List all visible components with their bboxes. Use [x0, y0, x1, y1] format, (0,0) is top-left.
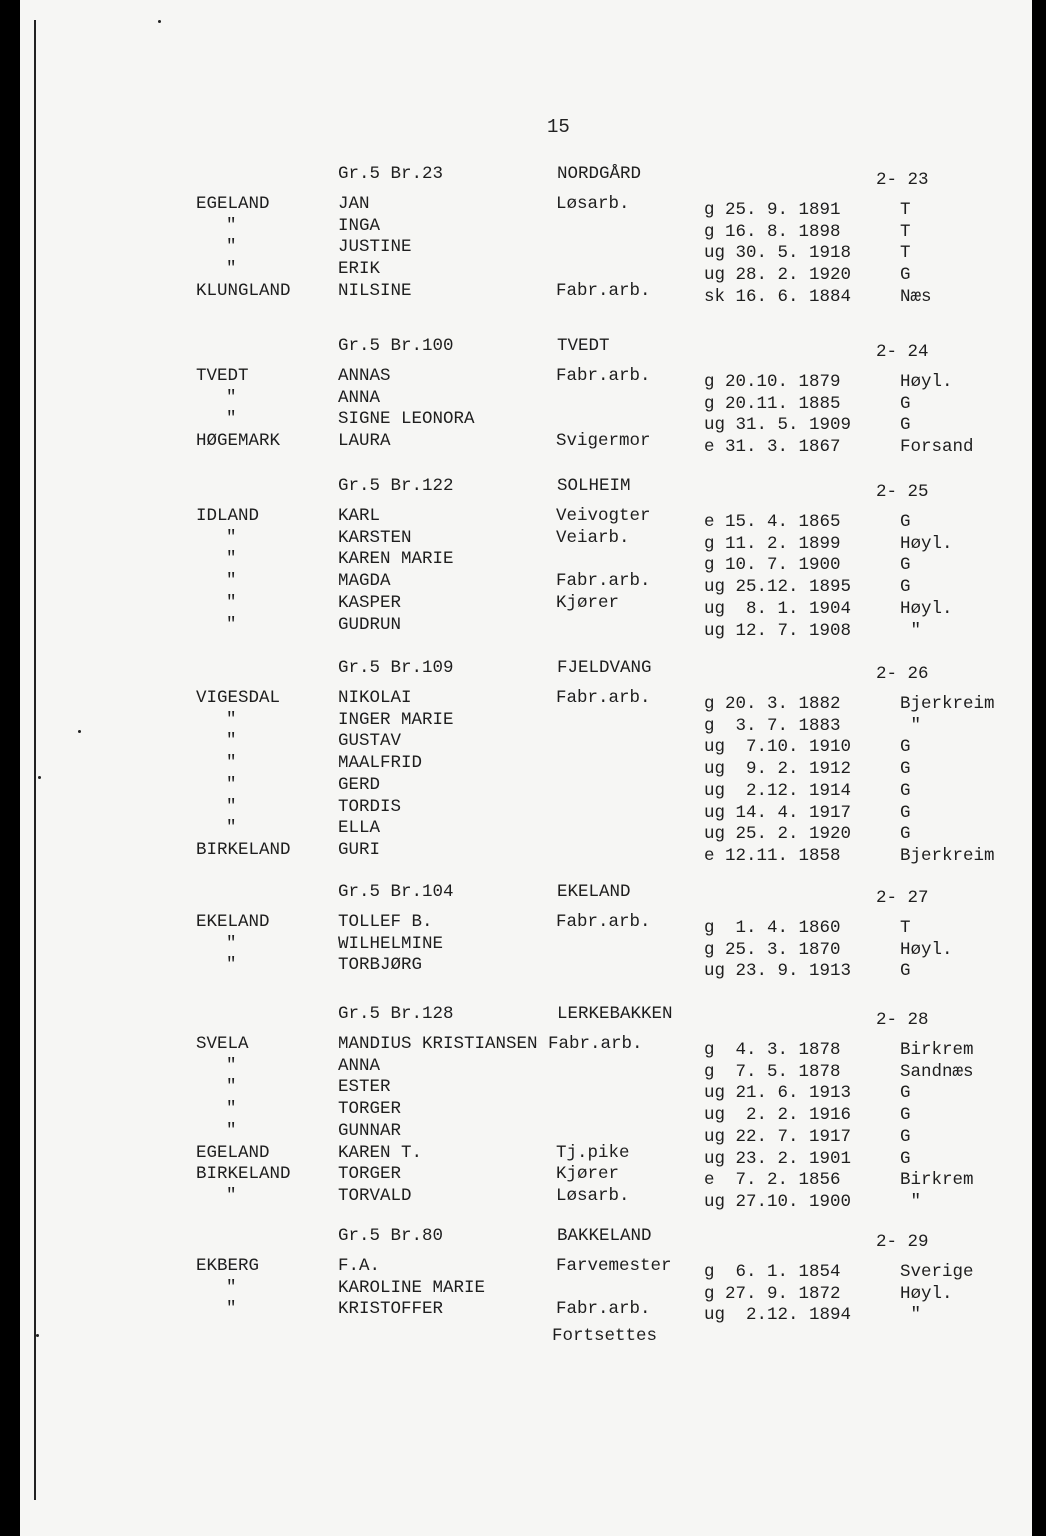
status-birthdate: ug 22. 7. 1917 — [704, 1126, 852, 1147]
household-code: 2- 25 — [876, 482, 929, 502]
status-birthdate: g 27. 9. 1872 — [704, 1283, 841, 1304]
household-header — [0, 882, 1046, 908]
status-birthdate: e 7. 2. 1856 — [704, 1170, 841, 1191]
person-row — [0, 409, 1046, 436]
surname: " — [226, 259, 237, 280]
birthplace: " — [900, 1191, 922, 1212]
household-header — [0, 476, 1046, 502]
first-name: NIKOLAI — [338, 688, 412, 708]
person-row — [0, 1185, 1046, 1212]
status-birthdate: ug 9. 2. 1912 — [704, 759, 852, 780]
occupation: Fabr.arb. — [556, 912, 651, 932]
first-name: JUSTINE — [338, 237, 412, 258]
household-header — [0, 658, 1046, 684]
surname: " — [226, 1299, 237, 1320]
first-name: ERIK — [338, 259, 381, 280]
first-name: GUNNAR — [338, 1120, 402, 1141]
status-birthdate: g 6. 1. 1854 — [704, 1262, 841, 1282]
surname: " — [226, 1185, 237, 1206]
birthplace: " — [900, 1305, 922, 1326]
first-name: KAREN T. — [338, 1142, 423, 1163]
birthplace: " — [900, 715, 922, 736]
surname: " — [226, 387, 237, 408]
surname: " — [226, 796, 237, 817]
first-name: SIGNE LEONORA — [338, 409, 475, 430]
first-name: F.A. — [338, 1256, 381, 1276]
birthplace: " — [900, 620, 922, 641]
status-birthdate: ug 2. 2. 1916 — [704, 1105, 852, 1126]
person-row — [0, 431, 1046, 458]
surname: EGELAND — [196, 1142, 270, 1163]
status-birthdate: ug 31. 5. 1909 — [704, 415, 852, 436]
person-row — [0, 709, 1046, 736]
birthplace: T — [900, 918, 911, 938]
birthplace: G — [900, 1126, 911, 1147]
first-name: NILSINE — [338, 280, 412, 301]
occupation: Svigermor — [556, 431, 651, 452]
status-birthdate: sk 16. 6. 1884 — [704, 286, 852, 307]
birthplace: G — [900, 393, 911, 414]
birthplace: Sandnæs — [900, 1061, 974, 1082]
status-birthdate: g 20. 3. 1882 — [704, 694, 841, 714]
birthplace: G — [900, 802, 911, 823]
person-row — [0, 796, 1046, 823]
surname: " — [226, 731, 237, 752]
status-birthdate: ug 21. 6. 1913 — [704, 1083, 852, 1104]
person-row — [0, 731, 1046, 758]
surname: " — [226, 409, 237, 430]
first-name: TORDIS — [338, 796, 402, 817]
status-birthdate: g 25. 3. 1870 — [704, 939, 841, 960]
first-name: GUSTAV — [338, 731, 402, 752]
surname: SVELA — [196, 1034, 249, 1054]
occupation: Fabr.arb. — [556, 688, 651, 708]
group-number: Gr.5 Br.122 — [338, 476, 454, 496]
surname: " — [226, 237, 237, 258]
first-name: TORGER — [338, 1164, 402, 1185]
birthplace: G — [900, 415, 911, 436]
status-birthdate: ug 27.10. 1900 — [704, 1191, 852, 1212]
person-row — [0, 506, 1046, 532]
birthplace: Sverige — [900, 1262, 974, 1282]
birthplace: Bjerkreim — [900, 845, 995, 866]
farm-name: FJELDVANG — [557, 658, 652, 678]
person-row — [0, 1256, 1046, 1282]
surname: " — [226, 592, 237, 613]
first-name: LAURA — [338, 431, 391, 452]
birthplace: G — [900, 512, 911, 532]
first-name: KARL — [338, 506, 381, 526]
household-code: 2- 29 — [876, 1232, 929, 1252]
status-birthdate: g 4. 3. 1878 — [704, 1040, 841, 1060]
first-name: MAGDA — [338, 571, 391, 592]
birthplace: G — [900, 577, 911, 598]
first-name: INGA — [338, 215, 381, 236]
person-row — [0, 1034, 1046, 1060]
status-birthdate: e 15. 4. 1865 — [704, 512, 841, 532]
first-name: ANNAS — [338, 366, 391, 386]
birthplace: Høyl. — [900, 372, 953, 392]
person-row — [0, 366, 1046, 392]
surname: EKELAND — [196, 912, 270, 932]
surname: HØGEMARK — [196, 431, 281, 452]
person-row — [0, 774, 1046, 801]
occupation: Fabr.arb. — [556, 571, 651, 592]
birthplace: Høyl. — [900, 1283, 953, 1304]
group-number: Gr.5 Br.100 — [338, 336, 454, 356]
status-birthdate: g 25. 9. 1891 — [704, 200, 841, 220]
surname: " — [226, 709, 237, 730]
birthplace: Forsand — [900, 437, 974, 458]
status-birthdate: ug 8. 1. 1904 — [704, 598, 852, 619]
surname: " — [226, 1055, 237, 1076]
birthplace: Næs — [900, 286, 932, 307]
status-birthdate: e 31. 3. 1867 — [704, 437, 841, 458]
first-name: ANNA — [338, 387, 381, 408]
person-row — [0, 839, 1046, 866]
occupation: Fabr.arb. — [556, 280, 651, 301]
birthplace: Høyl. — [900, 533, 953, 554]
farm-name: EKELAND — [557, 882, 631, 902]
birthplace: G — [900, 1083, 911, 1104]
surname: " — [226, 614, 237, 635]
surname: KLUNGLAND — [196, 280, 291, 301]
person-row — [0, 592, 1046, 619]
status-birthdate: ug 25.12. 1895 — [704, 577, 852, 598]
first-name: KAREN MARIE — [338, 549, 454, 570]
household-code: 2- 24 — [876, 342, 929, 362]
farm-name: NORDGÅRD — [557, 164, 642, 184]
status-birthdate: g 10. 7. 1900 — [704, 555, 841, 576]
first-name: INGER MARIE — [338, 709, 454, 730]
first-name: GURI — [338, 839, 381, 860]
occupation: Veivogter — [556, 506, 651, 526]
first-name: KRISTOFFER — [338, 1299, 444, 1320]
birthplace: G — [900, 265, 911, 286]
speck — [158, 20, 161, 23]
person-row — [0, 1055, 1046, 1082]
person-row — [0, 614, 1046, 641]
status-birthdate: g 7. 5. 1878 — [704, 1061, 841, 1082]
surname: " — [226, 774, 237, 795]
continued-note: Fortsettes — [552, 1326, 658, 1346]
first-name: TORGER — [338, 1099, 402, 1120]
speck — [36, 1334, 39, 1337]
occupation: Fabr.arb. — [556, 366, 651, 386]
household-header — [0, 164, 1046, 190]
status-birthdate: ug 25. 2. 1920 — [704, 824, 852, 845]
occupation: Farvemester — [556, 1256, 672, 1276]
first-name: ELLA — [338, 818, 381, 839]
surname: " — [226, 1120, 237, 1141]
status-birthdate: g 20.10. 1879 — [704, 372, 841, 392]
surname: " — [226, 933, 237, 954]
birthplace: G — [900, 824, 911, 845]
person-row — [0, 280, 1046, 307]
person-row — [0, 1120, 1046, 1147]
farm-name: BAKKELAND — [557, 1226, 652, 1246]
person-row — [0, 259, 1046, 286]
occupation: Kjører — [556, 1164, 620, 1185]
birthplace: G — [900, 759, 911, 780]
surname: " — [226, 1099, 237, 1120]
status-birthdate: g 1. 4. 1860 — [704, 918, 841, 938]
first-name: TOLLEF B. — [338, 912, 433, 932]
household-code: 2- 28 — [876, 1010, 929, 1030]
birthplace: Høyl. — [900, 939, 953, 960]
first-name: MAALFRID — [338, 753, 423, 774]
status-birthdate: ug 23. 2. 1901 — [704, 1148, 852, 1169]
surname: " — [226, 818, 237, 839]
surname: EKBERG — [196, 1256, 260, 1276]
occupation: Løsarb. — [556, 194, 630, 214]
person-row — [0, 237, 1046, 264]
occupation: Veiarb. — [556, 527, 630, 548]
occupation: Tj.pike — [556, 1142, 630, 1163]
birthplace: G — [900, 555, 911, 576]
person-row — [0, 688, 1046, 714]
household-code: 2- 23 — [876, 170, 929, 190]
status-birthdate: ug 30. 5. 1918 — [704, 243, 852, 264]
first-name: KAROLINE MARIE — [338, 1277, 486, 1298]
status-birthdate: ug 2.12. 1914 — [704, 780, 852, 801]
person-row — [0, 1142, 1046, 1169]
birthplace: T — [900, 243, 911, 264]
person-row — [0, 753, 1046, 780]
person-row — [0, 933, 1046, 960]
farm-name: SOLHEIM — [557, 476, 631, 496]
surname: BIRKELAND — [196, 1164, 291, 1185]
first-name: GUDRUN — [338, 614, 402, 635]
first-name: TORVALD — [338, 1185, 412, 1206]
first-name: TORBJØRG — [338, 955, 423, 976]
group-number: Gr.5 Br.104 — [338, 882, 454, 902]
occupation: Kjører — [556, 592, 620, 613]
status-birthdate: ug 12. 7. 1908 — [704, 620, 852, 641]
person-row — [0, 1164, 1046, 1191]
group-number: Gr.5 Br.23 — [338, 164, 444, 184]
person-row — [0, 194, 1046, 220]
first-name: KARSTEN — [338, 527, 412, 548]
first-name: JAN — [338, 194, 370, 214]
person-row — [0, 1277, 1046, 1304]
surname: " — [226, 571, 237, 592]
status-birthdate: g 16. 8. 1898 — [704, 221, 841, 242]
first-name: GERD — [338, 774, 381, 795]
surname: " — [226, 215, 237, 236]
surname: IDLAND — [196, 506, 260, 526]
birthplace: Høyl. — [900, 598, 953, 619]
household-header — [0, 1226, 1046, 1252]
surname: " — [226, 527, 237, 548]
surname: TVEDT — [196, 366, 249, 386]
household-header — [0, 336, 1046, 362]
first-name: ESTER — [338, 1077, 391, 1098]
surname: VIGESDAL — [196, 688, 281, 708]
person-row — [0, 549, 1046, 576]
surname: " — [226, 1277, 237, 1298]
surname: EGELAND — [196, 194, 270, 214]
person-row — [0, 215, 1046, 242]
status-birthdate: ug 14. 4. 1917 — [704, 802, 852, 823]
household-code: 2- 27 — [876, 888, 929, 908]
first-name: ANNA — [338, 1055, 381, 1076]
birthplace: G — [900, 780, 911, 801]
first-name: WILHELMINE — [338, 933, 444, 954]
household-code: 2- 26 — [876, 664, 929, 684]
status-birthdate: ug 28. 2. 1920 — [704, 265, 852, 286]
group-number: Gr.5 Br.109 — [338, 658, 454, 678]
birthplace: G — [900, 961, 911, 982]
person-row — [0, 1299, 1046, 1326]
status-birthdate: g 3. 7. 1883 — [704, 715, 841, 736]
person-row — [0, 571, 1046, 598]
surname: " — [226, 753, 237, 774]
surname: BIRKELAND — [196, 839, 291, 860]
person-row — [0, 912, 1046, 938]
birthplace: T — [900, 200, 911, 220]
occupation: Løsarb. — [556, 1185, 630, 1206]
first-name: KASPER — [338, 592, 402, 613]
first-name: MANDIUS KRISTIANSEN Fabr.arb. — [338, 1034, 643, 1054]
person-row — [0, 1077, 1046, 1104]
surname: " — [226, 549, 237, 570]
group-number: Gr.5 Br.128 — [338, 1004, 454, 1024]
status-birthdate: ug 2.12. 1894 — [704, 1305, 852, 1326]
page-number: 15 — [547, 116, 570, 138]
farm-name: LERKEBAKKEN — [557, 1004, 673, 1024]
person-row — [0, 955, 1046, 982]
person-row — [0, 387, 1046, 414]
status-birthdate: ug 7.10. 1910 — [704, 737, 852, 758]
household-header — [0, 1004, 1046, 1030]
group-number: Gr.5 Br.80 — [338, 1226, 444, 1246]
birthplace: G — [900, 1105, 911, 1126]
birthplace: Birkrem — [900, 1040, 974, 1060]
person-row — [0, 818, 1046, 845]
status-birthdate: g 11. 2. 1899 — [704, 533, 841, 554]
occupation: Fabr.arb. — [556, 1299, 651, 1320]
person-row — [0, 527, 1046, 554]
status-birthdate: e 12.11. 1858 — [704, 845, 841, 866]
birthplace: T — [900, 221, 911, 242]
birthplace: Birkrem — [900, 1170, 974, 1191]
surname: " — [226, 1077, 237, 1098]
birthplace: G — [900, 737, 911, 758]
farm-name: TVEDT — [557, 336, 610, 356]
surname: " — [226, 955, 237, 976]
status-birthdate: g 20.11. 1885 — [704, 393, 841, 414]
birthplace: G — [900, 1148, 911, 1169]
person-row — [0, 1099, 1046, 1126]
birthplace: Bjerkreim — [900, 694, 995, 714]
status-birthdate: ug 23. 9. 1913 — [704, 961, 852, 982]
